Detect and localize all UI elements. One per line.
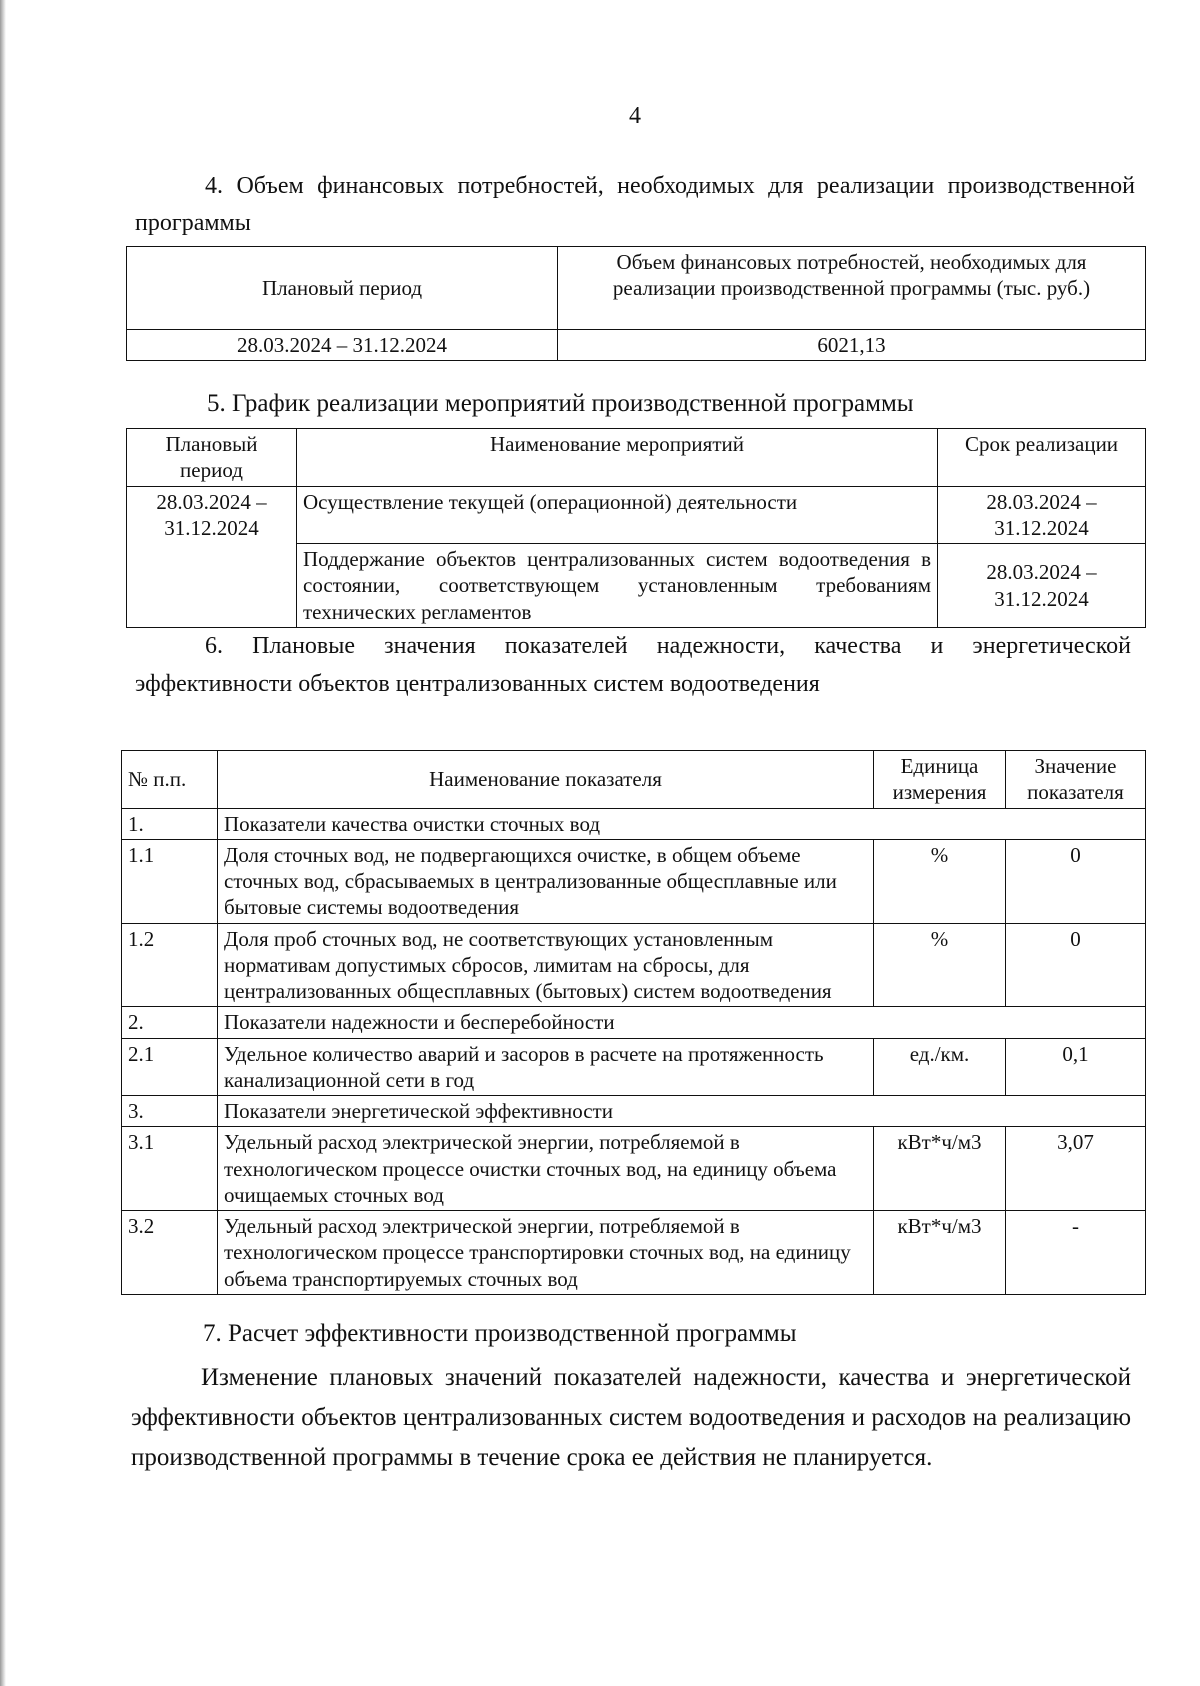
activity-term: 28.03.2024 – 31.12.2024	[938, 544, 1146, 628]
col-header-volume: Объем финансовых потребностей, необходимых для реализации производственной программы (тыс. руб.)	[558, 247, 1146, 330]
col-header-value: Значение показателя	[1006, 751, 1146, 809]
table-row	[122, 1096, 1146, 1127]
table-row	[122, 808, 1146, 839]
row-number: 1.2	[122, 923, 218, 1007]
section-6-heading: 6. Плановые значения показателей надежности, качества и энергетической эффективности объектов централизованных систем водоотведения	[135, 633, 1131, 697]
indicator-name: Удельный расход электрической энергии, потребляемой в технологическом процессе транспортировки сточных вод, на единицу объема транспортируемых сточных вод	[218, 1211, 874, 1295]
indicator-unit: %	[874, 923, 1006, 1007]
section-7-text: Изменение плановых значений показателей надежности, качества и энергетической эффективности объектов централизованных систем водоотведения и расходов на реализацию производственной программы в течение срока ее действия не планируется.	[131, 1364, 1131, 1471]
indicator-value: -	[1006, 1211, 1146, 1295]
table-row	[122, 1007, 1146, 1038]
section-5-heading: 5. График реализации мероприятий производственной программы	[207, 390, 914, 417]
row-number: 1.1	[122, 839, 218, 923]
indicator-value: 0,1	[1006, 1038, 1146, 1096]
indicator-unit: кВт*ч/м3	[874, 1127, 1006, 1211]
indicators-table	[121, 750, 1146, 1295]
activity-name: Осуществление текущей (операционной) деятельности	[297, 486, 938, 544]
row-number: 2.	[122, 1007, 218, 1038]
group-title: Показатели надежности и бесперебойности	[218, 1007, 1146, 1038]
table-row	[122, 1127, 1146, 1211]
indicator-name: Удельное количество аварий и засоров в расчете на протяженность канализационной сети в год	[218, 1038, 874, 1096]
cell-period: 28.03.2024 – 31.12.2024	[127, 330, 558, 361]
indicator-value: 3,07	[1006, 1127, 1146, 1211]
row-number: 2.1	[122, 1038, 218, 1096]
financial-needs-table	[126, 246, 1146, 361]
cell-planned-period: 28.03.2024 – 31.12.2024	[127, 486, 297, 628]
indicator-unit: ед./км.	[874, 1038, 1006, 1096]
col-header-unit: Единица измерения	[874, 751, 1006, 809]
indicator-value: 0	[1006, 839, 1146, 923]
group-title: Показатели энергетической эффективности	[218, 1096, 1146, 1127]
schedule-table	[126, 428, 1146, 628]
table-row	[122, 1211, 1146, 1295]
col-header-period: Плановый период	[127, 247, 558, 330]
table-row	[122, 923, 1146, 1007]
table-row	[122, 1038, 1146, 1096]
row-number: 3.1	[122, 1127, 218, 1211]
section-4-heading: 4. Объем финансовых потребностей, необходимых для реализации производственной программы	[135, 173, 1135, 237]
scan-edge	[0, 0, 6, 1686]
table-row	[122, 839, 1146, 923]
page-number: 4	[629, 103, 641, 129]
cell-volume: 6021,13	[558, 330, 1146, 361]
col-header-indicator-name: Наименование показателя	[218, 751, 874, 809]
indicator-value: 0	[1006, 923, 1146, 1007]
col-header-planned-period: Плановый период	[127, 429, 297, 487]
activity-name: Поддержание объектов централизованных систем водоотведения в состоянии, соответствующем установленным требованиям технических регламентов	[297, 544, 938, 628]
col-header-activity-name: Наименование мероприятий	[297, 429, 938, 487]
indicator-unit: кВт*ч/м3	[874, 1211, 1006, 1295]
group-title: Показатели качества очистки сточных вод	[218, 808, 1146, 839]
activity-term: 28.03.2024 – 31.12.2024	[938, 486, 1146, 544]
indicator-name: Доля сточных вод, не подвергающихся очистке, в общем объеме сточных вод, сбрасываемых в централизованные общесплавные или бытовые системы водоотведения	[218, 839, 874, 923]
section-7-heading: 7. Расчет эффективности производственной программы	[203, 1320, 797, 1347]
col-header-term: Срок реализации	[938, 429, 1146, 487]
row-number: 1.	[122, 808, 218, 839]
indicator-name: Удельный расход электрической энергии, потребляемой в технологическом процессе очистки сточных вод, на единицу объема очищаемых сточных вод	[218, 1127, 874, 1211]
row-number: 3.	[122, 1096, 218, 1127]
col-header-number: № п.п.	[122, 751, 218, 809]
indicator-unit: %	[874, 839, 1006, 923]
indicator-name: Доля проб сточных вод, не соответствующих установленным нормативам допустимых сбросов, лимитам на сбросы, для централизованных общесплавных (бытовых) систем водоотведения	[218, 923, 874, 1007]
row-number: 3.2	[122, 1211, 218, 1295]
